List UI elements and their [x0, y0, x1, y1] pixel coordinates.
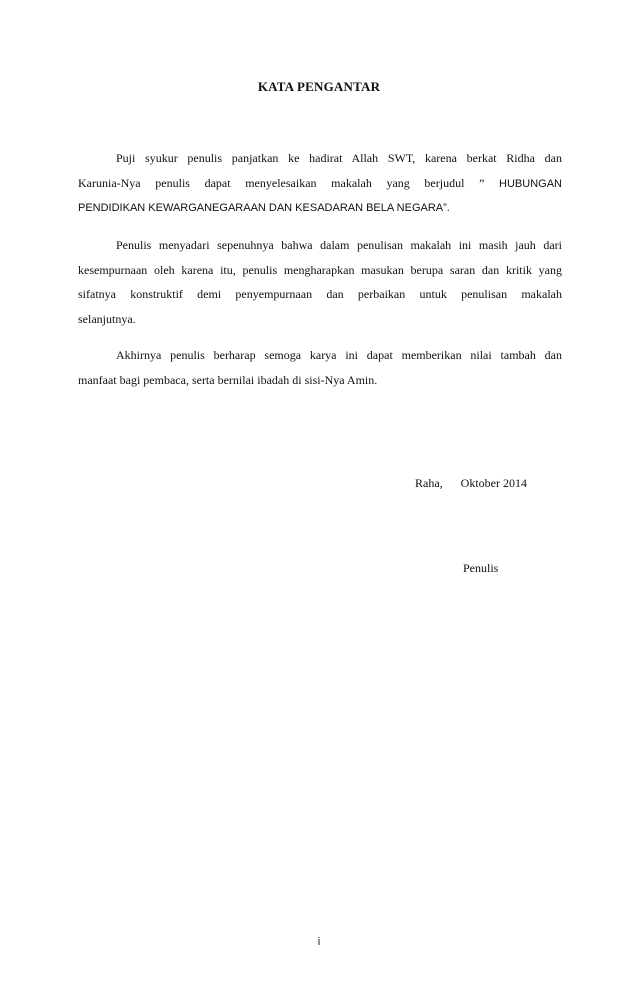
paragraph-acknowledgement — [78, 233, 562, 331]
place-and-date — [415, 476, 527, 491]
paragraph-closing-line-1 — [78, 343, 562, 368]
paragraph-acknowledgement-line-1 — [78, 233, 562, 258]
page-title: KATA PENGANTAR — [257, 79, 381, 94]
paragraph-intro-line-2 — [78, 171, 562, 197]
paragraph-intro — [78, 146, 562, 221]
paragraph-closing — [78, 343, 562, 392]
page-number: i — [317, 936, 321, 948]
paragraph-intro-title-start: HUBUNGAN — [499, 177, 562, 190]
paragraph-intro-line-3: PENDIDIKAN KEWARGANEGARAAN DAN KESADARAN BELA NEGARA”. — [78, 202, 450, 214]
paragraph-closing-line-2: manfaat bagi pembaca, serta bernilai ibadah di sisi-Nya Amin. — [78, 372, 378, 387]
date: Oktober 2014 — [460, 476, 527, 490]
paragraph-intro-line-1 — [78, 146, 562, 171]
paragraph-acknowledgement-line-4: selanjutnya. — [78, 311, 136, 326]
paragraph-acknowledgement-line-3: sifatnya konstruktif demi penyempurnaan dan perbaikan untuk penulisan makalah — [78, 287, 562, 301]
paragraph-closing-line-1-text: Akhirnya penulis berharap semoga karya ini dapat memberikan nilai tambah dan — [116, 348, 562, 362]
place: Raha, — [415, 476, 443, 490]
signer-name: Penulis — [463, 561, 499, 575]
paragraph-acknowledgement-line-1-text: Penulis menyadari sepenuhnya bahwa dalam penulisan makalah ini masih jauh dari — [116, 238, 562, 252]
paragraph-acknowledgement-line-2: kesempurnaan oleh karena itu, penulis mengharapkan masukan berupa saran dan kritik yang — [78, 262, 562, 277]
paragraph-intro-line-2-text: Karunia-Nya penulis dapat menyelesaikan makalah yang berjudul ” — [78, 175, 485, 190]
paragraph-intro-line-1-text: Puji syukur penulis panjatkan ke hadirat Allah SWT, karena berkat Ridha dan — [116, 151, 562, 165]
